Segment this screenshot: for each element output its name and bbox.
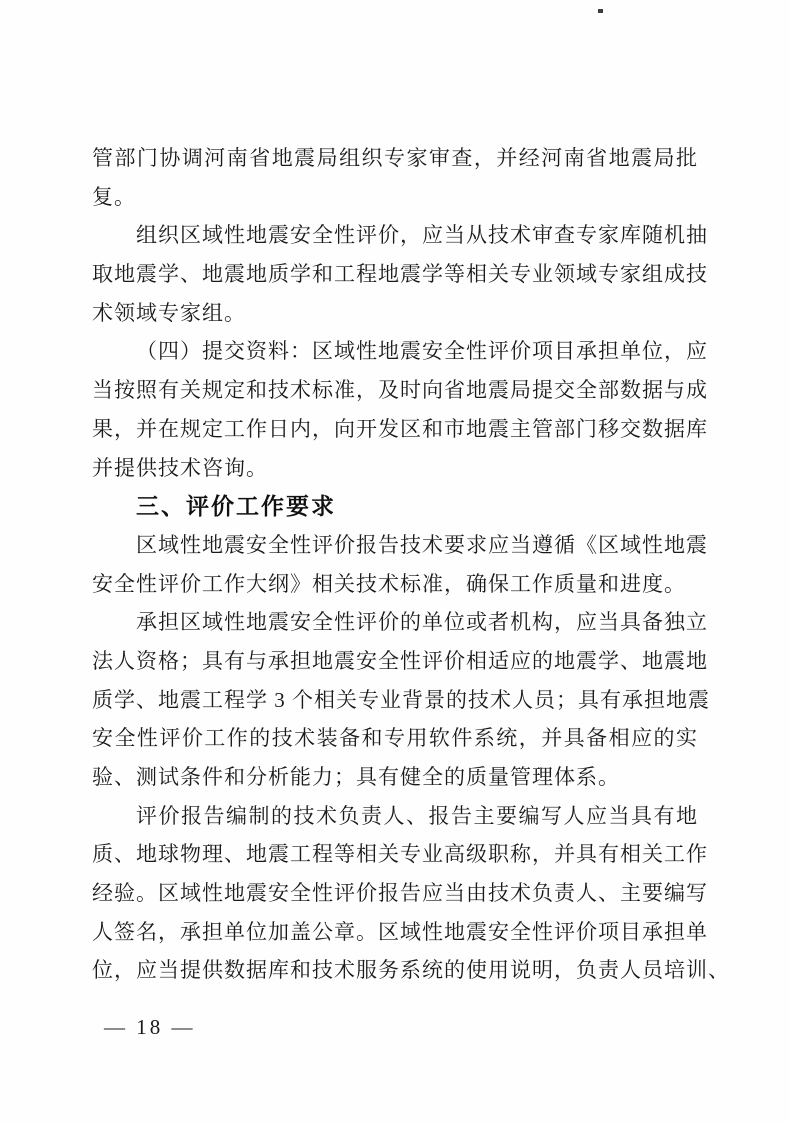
text-line: 区域性地震安全性评价报告技术要求应当遵循《区域性地震 bbox=[136, 532, 708, 557]
text-line: 复。 bbox=[92, 184, 136, 209]
text-line: 当按照有关规定和技术标准，及时向省地震局提交全部数据与成 bbox=[92, 378, 708, 403]
text-line: 质学、地震工程学 3 个相关专业背景的技术人员；具有承担地震 bbox=[92, 687, 710, 712]
text-line: 组织区域性地震安全性评价，应当从技术审查专家库随机抽 bbox=[136, 223, 708, 248]
text-line: 管部门协调河南省地震局组织专家审查，并经河南省地震局批 bbox=[92, 146, 698, 170]
text-line: （四）提交资料：区域性地震安全性评价项目承担单位，应 bbox=[136, 339, 708, 364]
text-line: 法人资格；具有与承担地震安全性评价相适应的地震学、地震地 bbox=[92, 648, 708, 673]
text-line: 位，应当提供数据库和技术服务系统的使用说明，负责人员培训、 bbox=[92, 958, 730, 983]
text-line: 安全性评价工作大纲》相关技术标准，确保工作质量和进度。 bbox=[92, 571, 686, 596]
text-line: 术领域专家组。 bbox=[92, 300, 246, 325]
text-line: 人签名，承担单位加盖公章。区域性地震安全性评价项目承担单 bbox=[92, 919, 708, 944]
section-heading: 三、评价工作要求 bbox=[136, 493, 336, 520]
text-line: 取地震学、地震地质学和工程地震学等相关专业领域专家组成技 bbox=[92, 262, 708, 287]
text-line: 承担区域性地震安全性评价的单位或者机构，应当具备独立 bbox=[136, 610, 708, 635]
page-number: — 18 — bbox=[104, 1015, 196, 1039]
text-line: 经验。区域性地震安全性评价报告应当由技术负责人、主要编写 bbox=[92, 881, 708, 906]
text-line: 验、测试条件和分析能力；具有健全的质量管理体系。 bbox=[92, 765, 620, 789]
text-line: 并提供技术咨询。 bbox=[92, 455, 268, 480]
document-body bbox=[92, 139, 730, 990]
text-line: 果，并在规定工作日内，向开发区和市地震主管部门移交数据库 bbox=[92, 416, 708, 441]
scan-artifact-dot bbox=[598, 9, 603, 13]
text-line: 质、地球物理、地震工程等相关专业高级职称，并具有相关工作 bbox=[92, 842, 708, 867]
text-line: 安全性评价工作的技术装备和专用软件系统，并具备相应的实 bbox=[92, 726, 698, 751]
text-line: 评价报告编制的技术负责人、报告主要编写人应当具有地 bbox=[136, 803, 698, 828]
